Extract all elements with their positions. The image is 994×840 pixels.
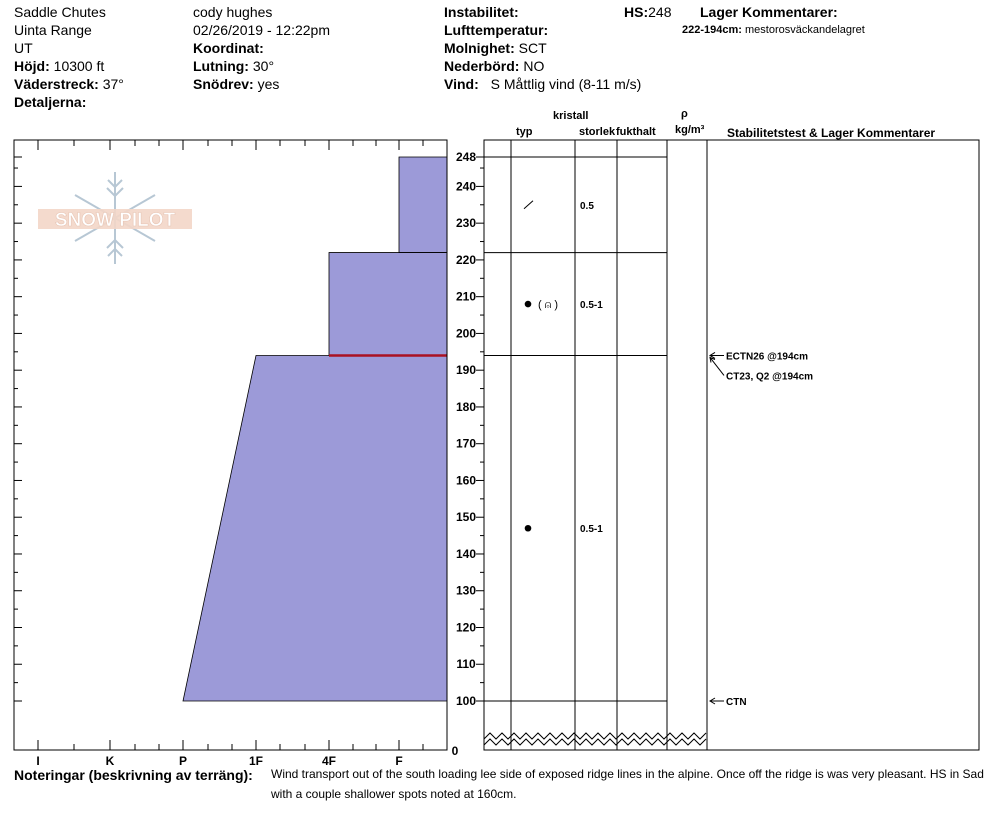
y-tick-label-240: 240 — [455, 179, 477, 194]
layer-comment-range: 222-194cm: — [682, 24, 742, 36]
test-pointer-1 — [710, 357, 724, 375]
crystal-symbol-1 — [525, 301, 532, 308]
crystal-size-0: 0.5 — [580, 200, 594, 212]
crystal-extra-1: ( ⍝ ) — [538, 299, 559, 312]
notes-line-1: Wind transport out of the south loading lee side of exposed ridge lines in the alpine. Once off the ridge is was very pleasant. HS in Sad — [271, 767, 984, 781]
test-label-1: CT23, Q2 @194cm — [726, 371, 814, 383]
crystal-symbol-2 — [525, 525, 532, 532]
stability-header: Stabilitetstest & Lager Kommentarer — [727, 126, 936, 140]
test-label-0: ECTN26 @194cm — [726, 351, 809, 363]
observer-name: cody hughes — [193, 4, 273, 20]
elevation-value: 10300 ft — [53, 58, 105, 74]
y-tick-label-190: 190 — [455, 363, 477, 378]
hardness-tick-label-P: P — [178, 754, 188, 768]
sky-value: SCT — [518, 40, 547, 56]
slope-value: 30° — [252, 58, 275, 74]
details-label: Detaljerna: — [14, 94, 87, 110]
range-name: Uinta Range — [14, 22, 92, 38]
size-header: storlek — [579, 126, 616, 138]
aspect-label: Väderstreck: — [14, 76, 99, 92]
moisture-header: fukthalt — [616, 126, 656, 138]
y-tick-label-248: 248 — [455, 150, 477, 164]
drift-label: Snödrev: — [193, 76, 254, 92]
coordinate-label: Koordinat: — [193, 40, 264, 56]
drift-value: yes — [257, 76, 280, 92]
hardness-tick-label-K: K — [105, 754, 115, 768]
stability-frame — [707, 140, 979, 750]
crystal-symbol-0 — [524, 201, 533, 209]
wind-value: S Måttlig vind (8-11 m/s) — [490, 76, 642, 92]
instability-label: Instabilitet: — [444, 4, 519, 20]
crystal-size-2: 0.5-1 — [580, 524, 603, 536]
hardness-tick-label-1F: 1F — [248, 754, 264, 768]
hardness-tick-label-I: I — [36, 754, 40, 768]
notes-line-2: with a couple shallower spots noted at 160cm. — [271, 787, 517, 801]
logo-text: SNOW PILOT — [54, 210, 176, 231]
layer-comment-text: mestorosväckandelagret — [745, 24, 865, 36]
y-tick-label-150: 150 — [455, 510, 477, 525]
layer-comments-label: Lager Kommentarer: — [700, 4, 838, 20]
y-tick-label-210: 210 — [455, 289, 477, 304]
rho-header: ρ — [681, 108, 688, 120]
density-unit-header: kg/m³ — [675, 124, 705, 136]
hardness-layer-1 — [329, 253, 447, 356]
aspect-value: 37° — [102, 76, 124, 92]
test-label-2: CTN — [726, 697, 747, 708]
crystal-header: kristall — [553, 110, 589, 122]
sky-label: Molnighet: — [444, 40, 515, 56]
zigzag-break-bottom — [484, 739, 706, 745]
y-tick-label-230: 230 — [455, 216, 477, 231]
hs-label: HS: — [624, 4, 649, 20]
y-tick-label-140: 140 — [455, 546, 477, 561]
y-tick-label-220: 220 — [455, 252, 477, 267]
location-name: Saddle Chutes — [14, 4, 106, 20]
notes-label: Noteringar (beskrivning av terräng): — [14, 767, 253, 783]
y-tick-label-160: 160 — [455, 473, 477, 488]
hardness-tick-label-4F: 4F — [321, 754, 337, 768]
hardness-layer-2 — [183, 355, 447, 701]
wind-label: Vind: — [444, 76, 479, 92]
type-header: typ — [516, 126, 533, 138]
y-tick-label-130: 130 — [455, 583, 477, 598]
airtemp-label: Lufttemperatur: — [444, 22, 549, 38]
precip-label: Nederbörd: — [444, 58, 520, 74]
slope-label: Lutning: — [193, 58, 249, 74]
y-tick-label-110: 110 — [456, 657, 476, 672]
snowpilot-logo — [38, 172, 192, 264]
crystal-table-frame — [484, 140, 707, 750]
crystal-size-1: 0.5-1 — [580, 300, 603, 312]
hardness-layer-0 — [399, 157, 447, 253]
y-tick-label-100: 100 — [455, 694, 477, 708]
hardness-tick-label-F: F — [395, 754, 403, 768]
observation-datetime: 02/26/2019 - 12:22pm — [193, 22, 330, 38]
hs-value: 248 — [648, 4, 672, 20]
state-name: UT — [14, 40, 33, 56]
precip-value: NO — [523, 58, 545, 74]
y-tick-label-170: 170 — [455, 436, 477, 451]
elevation-label: Höjd: — [14, 58, 50, 74]
zigzag-break-top — [484, 733, 706, 739]
y-tick-label-200: 200 — [455, 326, 477, 341]
y-zero-label: 0 — [451, 744, 459, 758]
y-tick-label-120: 120 — [455, 620, 477, 635]
y-tick-label-180: 180 — [455, 399, 477, 414]
